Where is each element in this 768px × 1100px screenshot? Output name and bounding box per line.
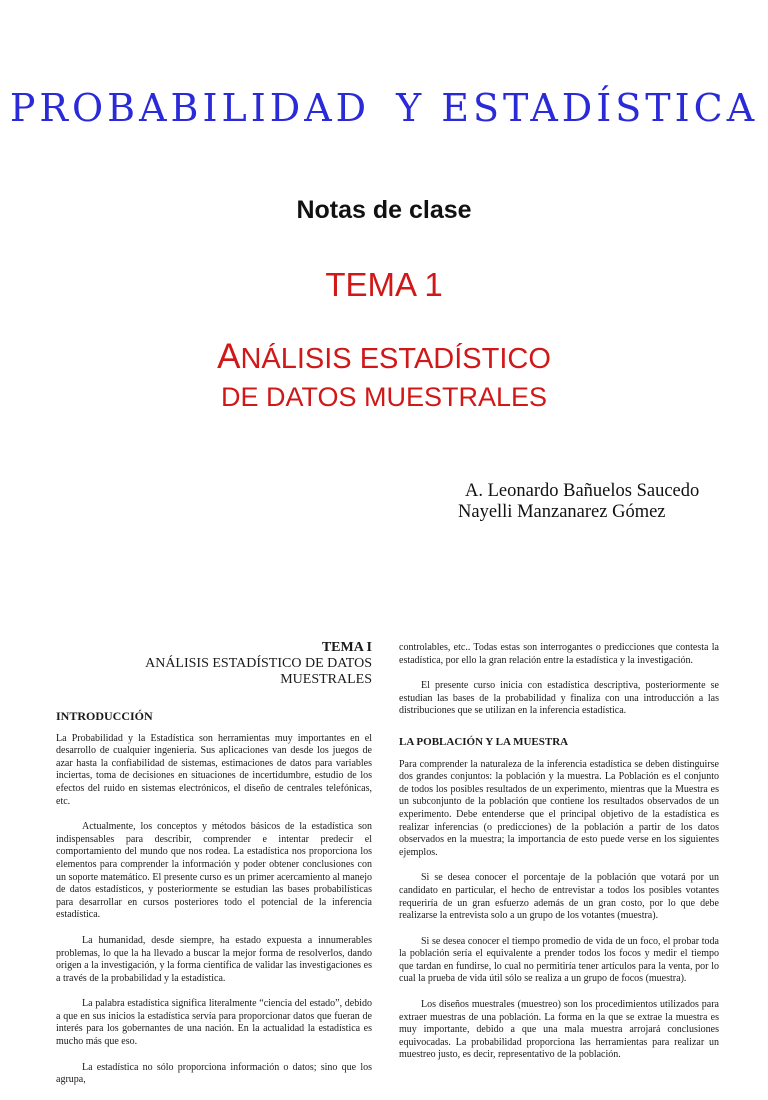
author-1: A. Leonardo Bañuelos Saucedo [465,481,700,501]
paragraph: El presente curso inicia con estadística descriptiva, posteriormente se estudian las bases de la probabilidad y finaliza con una introducción a las distribuciones que se utilizan en la inferencia estadística. [399,680,719,717]
analisis-line-1 [0,338,768,378]
paragraph: La estadística no sólo proporciona información o datos; sino que los agrupa, [56,1061,372,1086]
analisis-initial: A [217,337,241,376]
left-column [56,640,372,1100]
paragraph: controlables, etc.. Todas estas son interrogantes o predicciones que contesta la estadística, por ello la gran relación entre la estadística y la investigación. [399,642,719,666]
analisis-line-1-rest: NÁLISIS ESTADÍSTICO [240,343,551,375]
poblacion-heading: LA POBLACIÓN Y LA MUESTRA [399,735,569,748]
intro-heading: INTRODUCCIÓN [56,709,153,723]
document-title [0,86,768,130]
paragraph: Para comprender la naturaleza de la inferencia estadística se deben distinguirse dos grandes conjuntos: la población y la muestra. La Población es el conjunto de todos los posibles resultados de un experimento, mientras que la Muestra es un subconjunto de la población que contiene los resultados observados de un experimento. Debe entenderse que el principal objetivo de la estadística es realizar inferencias (o predicciones) de la población a partir de los datos observados en la muestra; la importancia de esto puede verse en los siguientes ejemplos. [399,758,719,858]
paragraph: Los diseños muestrales (muestreo) son los procedimientos utilizados para extraer muestras de una población. La forma en la que se extrae la muestra es muy importante, debido a que una mala muestra arrojará conclusiones equivocadas. La probabilidad proporciona las herramientas para realizar un muestreo justo, es decir, representativo de la población. [399,999,719,1061]
paragraph: Actualmente, los conceptos y métodos básicos de la estadística son indispensables para describir, comprender e intentar predecir el comportamiento del mundo que nos rodea. La estadística nos proporciona los elementos para comprender la información y poder obtener conclusiones con un soporte matemático. El presente curso es un primer acercamiento al manejo de datos estadísticos, y posteriormente se estudian las bases probabilísticas para desarrollar en cursos posteriores todo el potencial de la inferencia estadística. [56,821,372,921]
paragraph: Si se desea conocer el tiempo promedio de vida de un foco, el probar toda la población sería el equivalente a prender todos los focos y medir el tiempo que tardan en fundirse, lo cual no permitiría tener artículos para la venta, por lo cual la prueba de vida útil sólo se realiza a un grupo de focos (muestra). [399,935,719,985]
tema-heading: TEMA 1 [325,266,443,303]
section-title-line-2: MUESTRALES [280,672,372,687]
author-2: Nayelli Manzanarez Gómez [458,502,666,522]
section-tema: TEMA I [321,640,372,655]
paragraph: La Probabilidad y la Estadística son herramientas muy importantes en el desarrollo de cualquier ingeniería. Sus aplicaciones van desde los juegos de azar hasta la confiabilidad de sistemas, estimaciones de datos para variables inciertas, toma de decisiones en situaciones de incertidumbre, estudio de los efectos del ruido en sistemas electrónicos, el diseño de centrales telefónicas, etc. [56,732,372,807]
subtitle: Notas de clase [296,196,472,224]
paragraph: La humanidad, desde siempre, ha estado expuesta a innumerables problemas, lo que la ha llevado a buscar la mejor forma de resolverlos, dando origen a la investigación, y la forma científica de validar las investigaciones es a través de la probabilidad y la estadística. [56,934,372,984]
section-heading [56,640,372,688]
title-part-probabilidad: PROBABILIDAD [9,86,371,130]
title-part-estadistica: Y ESTADÍSTICA [396,86,759,130]
section-title-line-1: ANÁLISIS ESTADÍSTICO DE DATOS [145,656,372,671]
paragraph: La palabra estadística significa literalmente “ciencia del estado”, debido a que en sus inicios la estadística servía para proporcionar datos que fueran de interés para los gobernantes de una nación. En la actualidad la estadística es mucho más que eso. [56,998,372,1048]
analisis-heading [0,338,768,416]
paragraph: Si se desea conocer el porcentaje de la población que votará por un candidato en particular, el hecho de entrevistar a todos los posibles votantes requeriría de un gran esfuerzo además de un gran costo, por lo que debe realizarse la entrevista solo a un grupo de los votantes (muestra). [399,872,719,922]
right-column [399,642,719,1075]
analisis-line-2: DE DATOS MUESTRALES [220,382,548,412]
authors [458,481,699,523]
